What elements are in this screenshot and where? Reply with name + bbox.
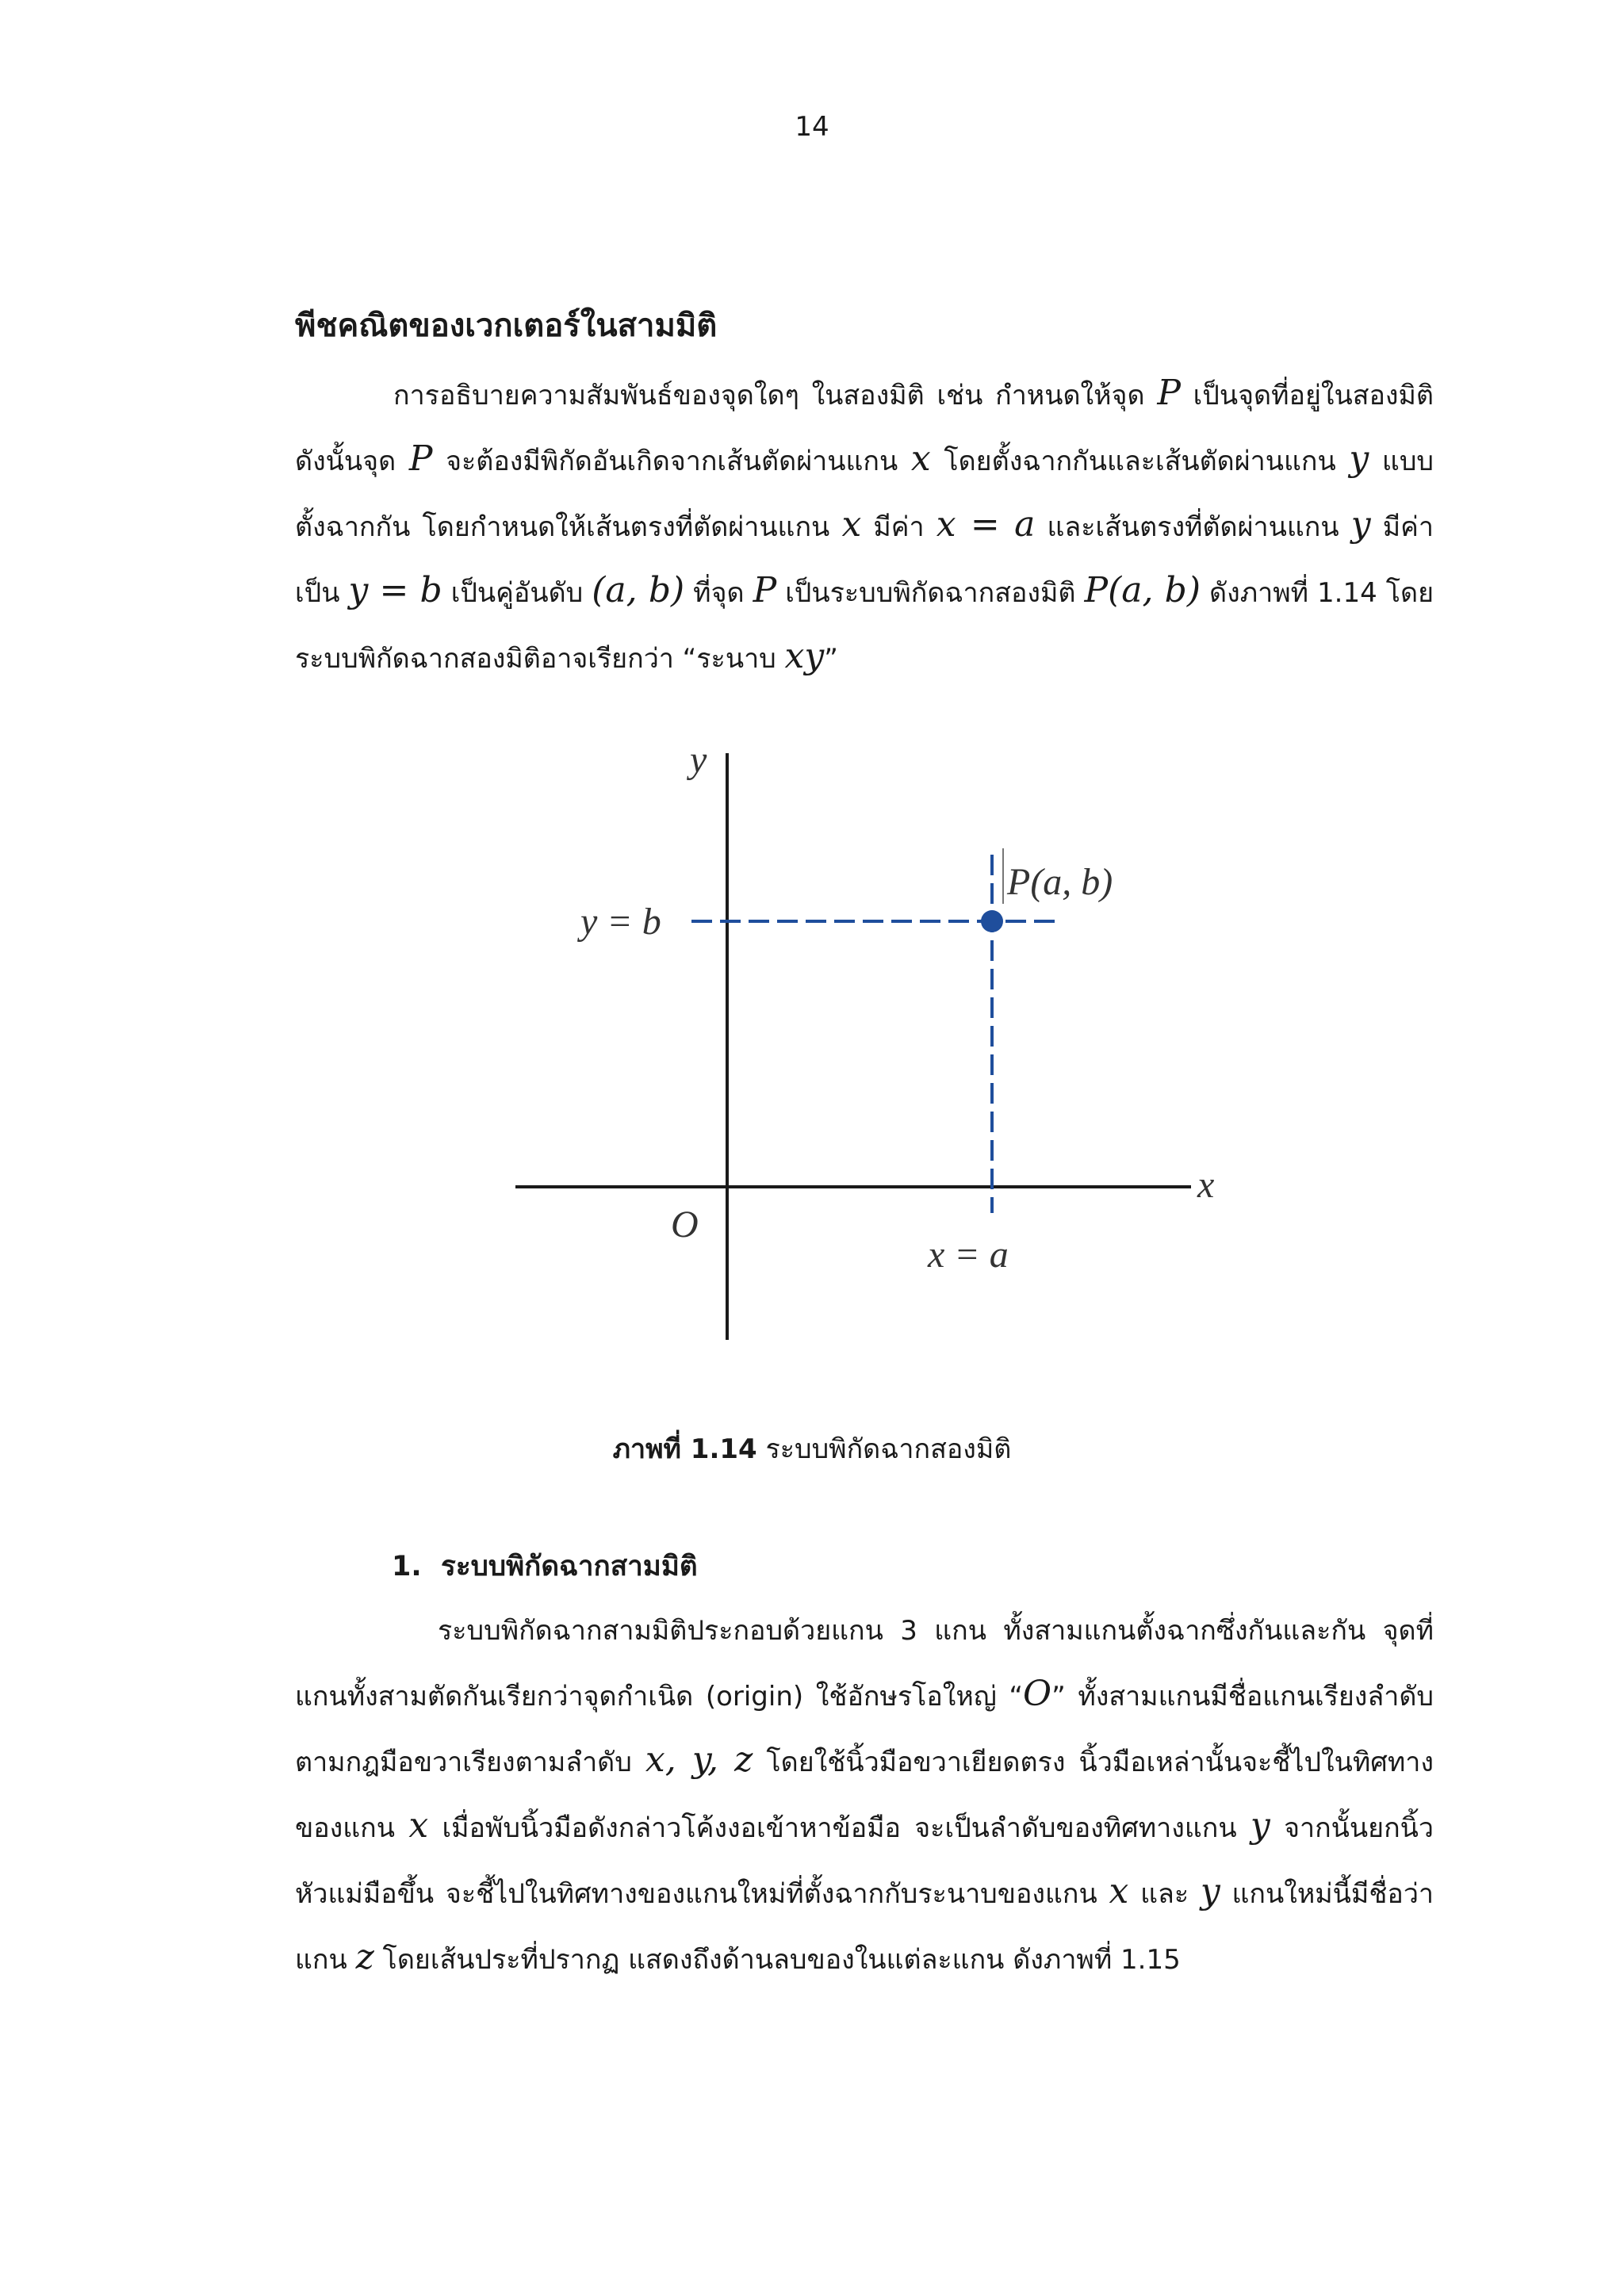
math-run: y <box>1349 438 1369 479</box>
text-run: จะต้องมีพิกัดอันเกิดจากเส้นตัดผ่านแกน <box>432 446 911 477</box>
text-run: แกนใหม่นี้มีชื่อว่าแกน <box>295 1878 1434 1976</box>
vertical-guide-label: x = a <box>928 1234 1009 1276</box>
text-run: มีค่าเป็น <box>295 511 1434 609</box>
math-run: z <box>355 1937 374 1977</box>
math-run: x <box>408 1805 429 1846</box>
page-number: 14 <box>795 111 829 143</box>
caption-prefix: ภาพที่ 1.14 <box>612 1433 757 1465</box>
text-run: จากนั้นยกนิ้วหัวแม่มือขึ้น จะชี้ไปในทิศทางของแกนใหม่ที่ตั้งฉากกับระนาบของแกน <box>295 1812 1434 1910</box>
figure-caption <box>0 1427 1624 1470</box>
text-run: ดังภาพที่ 1.14 โดยระบบพิกัดฉากสองมิติอาจเรียกว่า “ระนาบ <box>295 577 1434 675</box>
point-label: P(a, b) <box>1007 861 1113 903</box>
math-run: xy <box>784 636 825 676</box>
text-run: โดยเส้นประที่ปรากฏ แสดงถึงด้านลบของในแต่ละแกน ดังภาพที่ 1.15 <box>373 1944 1181 1976</box>
origin-label: O <box>671 1203 699 1246</box>
math-run: x = a <box>936 504 1036 545</box>
text-run: เป็นจุดที่อยู่ในสองมิติ ดังนั้นจุด <box>295 380 1434 477</box>
text-run: โดยตั้งฉากกันและเส้นตัดผ่านแกน <box>930 446 1350 477</box>
y-axis-label: y <box>690 739 707 781</box>
coordinate-plane-figure <box>492 737 1237 1348</box>
x-axis-label: x <box>1197 1164 1215 1206</box>
text-run: ระบบพิกัดฉากสามมิติประกอบด้วยแกน 3 แกน ทั้งสามแกนตั้งฉากซึ่งกันและกัน จุดที่แกนทั้งสามตัดกันเรียกว่าจุดกำเนิด (origin) ใช้อักษรโอใหญ่ “ <box>295 1615 1434 1712</box>
math-run: y = b <box>348 570 442 610</box>
math-run: x <box>1109 1871 1129 1911</box>
math-run: y <box>1350 504 1371 545</box>
text-run: ” <box>824 643 838 675</box>
text-run: แบบตั้งฉากกัน โดยกำหนดให้เส้นตรงที่ตัดผ่านแกน <box>295 446 1434 543</box>
horizontal-guide-label: y = b <box>580 901 661 943</box>
text-run: การอธิบายความสัมพันธ์ของจุดใดๆ ในสองมิติ เช่น กำหนดให้จุด <box>393 380 1158 411</box>
math-run: P <box>1157 373 1181 413</box>
math-run: P(a, b) <box>1084 570 1201 610</box>
math-run: y <box>1200 1871 1220 1911</box>
text-run: เป็นระบบพิกัดฉากสองมิติ <box>776 577 1085 609</box>
math-run: P <box>408 438 433 479</box>
text-run: มีค่า <box>861 511 936 543</box>
text-run: ที่จุด <box>684 577 753 609</box>
subsection-number: 1. <box>392 1551 422 1582</box>
text-run: โดยใช้นิ้วมือขวาเยียดตรง นิ้วมือเหล่านั้นจะชี้ไปในทิศทางของแกน <box>295 1747 1434 1844</box>
math-run: x, y, z <box>645 1739 753 1780</box>
point-p-dot <box>981 910 1003 932</box>
section-heading: พีชคณิตของเวกเตอร์ในสามมิติ <box>295 308 718 344</box>
intro-paragraph <box>295 362 1434 691</box>
math-run: y <box>1250 1805 1270 1846</box>
text-run: ” ทั้งสามแกนมีชื่อแกนเรียงลำดับตามกฎมือขวาเรียงตามลำดับ <box>295 1681 1434 1778</box>
math-run: x <box>841 504 862 545</box>
math-run: P <box>753 570 777 610</box>
text-run: และเส้นตรงที่ตัดผ่านแกน <box>1035 511 1351 543</box>
math-run: O <box>1023 1674 1052 1714</box>
math-run: (a, b) <box>592 570 685 610</box>
math-run: x <box>910 438 931 479</box>
subsection-title: ระบบพิกัดฉากสามมิติ <box>441 1551 698 1582</box>
text-run: เมื่อพับนิ้วมือดังกล่าวโค้งงอเข้าหาข้อมือ จะเป็นลำดับของทิศทางแกน <box>428 1812 1251 1844</box>
section1-paragraph <box>295 1600 1434 1992</box>
text-run: และ <box>1128 1878 1201 1910</box>
subsection-heading <box>392 1544 698 1588</box>
caption-text: ระบบพิกัดฉากสองมิติ <box>756 1433 1012 1465</box>
coordinate-plane-svg <box>492 737 1237 1348</box>
text-run: เป็นคู่อันดับ <box>442 577 592 609</box>
